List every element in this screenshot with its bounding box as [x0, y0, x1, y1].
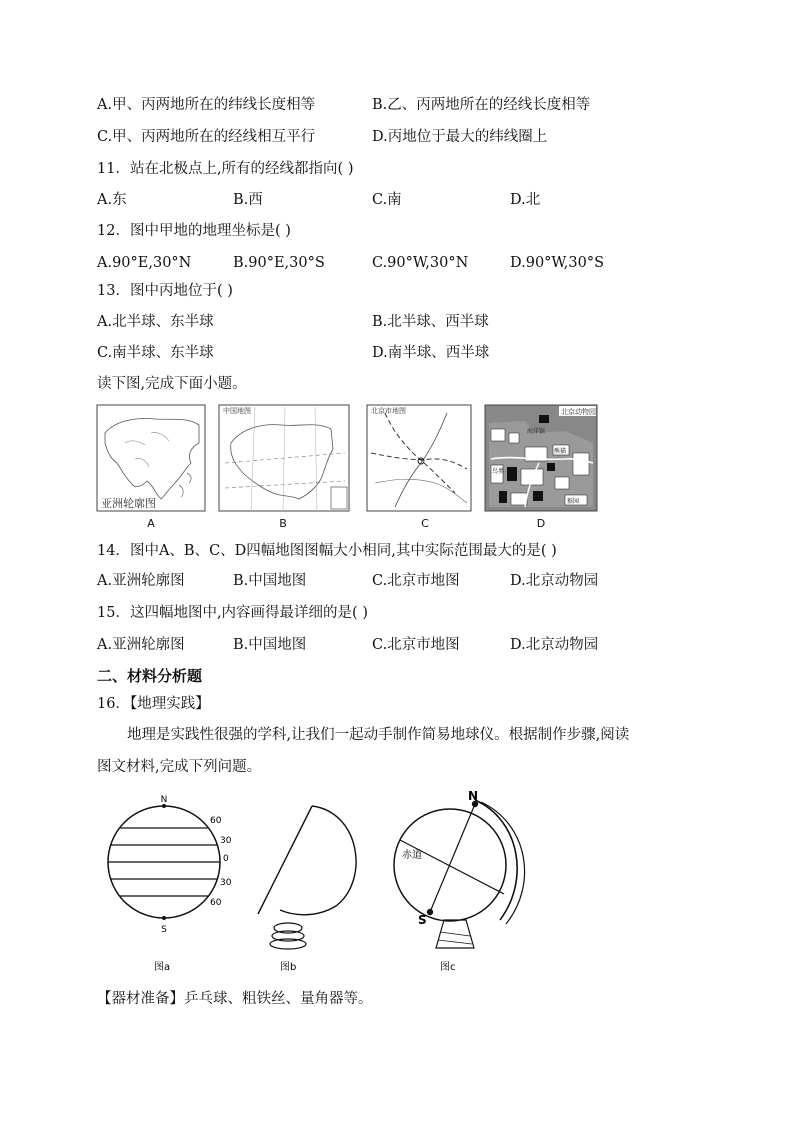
q15-option-c: C.北京市地图	[372, 637, 460, 653]
q13-stem: 13．图中丙地位于( )	[97, 283, 233, 299]
q11-option-b: B.西	[233, 192, 263, 208]
map-d-label-4: 猴园	[567, 498, 580, 505]
read-instruction: 读下图,完成下面小题。	[97, 376, 247, 392]
maps-figure	[95, 403, 615, 531]
q15-stem: 15．这四幅地图中,内容画得最详细的是( )	[97, 605, 368, 621]
map-c-title: 北京市地图	[371, 407, 406, 415]
q10-option-d: D.丙地位于最大的纬线圈上	[372, 129, 548, 145]
q10-option-b: B.乙、丙两地所在的经线长度相等	[372, 97, 591, 113]
map-b-title: 中国地图	[223, 407, 251, 415]
q14-option-a: A.亚洲轮廓图	[97, 573, 185, 589]
fig-a-lat-60s: 60	[210, 898, 222, 908]
map-d-title: 北京动物园	[561, 408, 596, 416]
fig-a-caption: 图a	[154, 962, 171, 973]
q14-option-d: D.北京动物园	[510, 573, 599, 589]
map-b	[219, 405, 349, 530]
q13-option-d: D.南半球、西半球	[372, 345, 490, 361]
q12-option-c: C.90°W,30°N	[372, 255, 469, 271]
map-c	[367, 405, 471, 530]
q12-stem: 12．图中甲地的地理坐标是( )	[97, 223, 291, 239]
map-d-caption: D	[536, 517, 546, 530]
fig-c-south: S	[418, 913, 427, 927]
map-c-caption: C	[421, 517, 429, 530]
q12-option-d: D.90°W,30°S	[510, 255, 605, 271]
q15-option-b: B.中国地图	[233, 637, 307, 653]
q16-paragraph-line1: 地理是实践性很强的学科,让我们一起动手制作简易地球仪。根据制作步骤,阅读	[127, 727, 630, 743]
q12-option-a: A.90°E,30°N	[97, 255, 192, 271]
q14-option-c: C.北京市地图	[372, 573, 460, 589]
map-a	[97, 405, 205, 530]
map-a-caption: A	[147, 517, 155, 530]
map-d-label-2: 熊猫	[554, 448, 567, 455]
map-d	[485, 405, 597, 530]
fig-c-north: N	[468, 790, 479, 803]
fig-a-lat-30s: 30	[220, 878, 232, 888]
figure-a	[108, 795, 232, 973]
fig-a-lat-60n: 60	[210, 816, 222, 826]
q11-stem: 11．站在北极点上,所有的经线都指向( )	[97, 161, 354, 177]
figure-b	[258, 806, 356, 973]
map-d-label-1: 海洋馆	[527, 428, 546, 435]
q10-option-c: C.甲、丙两地所在的经线相互平行	[97, 129, 316, 145]
globe-figures	[100, 790, 540, 980]
q11-option-c: C.南	[372, 192, 402, 208]
fig-c-caption: 图c	[440, 962, 456, 973]
q15-option-a: A.亚洲轮廓图	[97, 637, 185, 653]
fig-a-south: S	[161, 925, 167, 935]
q16-stem: 16．【地理实践】	[97, 696, 210, 712]
map-d-label-3: 鸟类	[492, 468, 505, 475]
fig-c-equator-label: 赤道	[402, 850, 422, 861]
q16-paragraph-line2: 图文材料,完成下列问题。	[97, 759, 262, 775]
q14-option-b: B.中国地图	[233, 573, 307, 589]
section-heading: 二、材料分析题	[97, 667, 203, 685]
q13-option-b: B.北半球、西半球	[372, 314, 489, 330]
q15-option-d: D.北京动物园	[510, 637, 599, 653]
q13-option-a: A.北半球、东半球	[97, 314, 214, 330]
map-a-title: 亚洲轮廓图	[101, 497, 156, 510]
fig-a-lat-30n: 30	[220, 836, 232, 846]
fig-a-lat-0: 0	[223, 854, 229, 864]
q14-stem: 14．图中A、B、C、D四幅地图图幅大小相同,其中实际范围最大的是( )	[97, 543, 557, 559]
q11-option-d: D.北	[510, 192, 541, 208]
fig-b-caption: 图b	[280, 962, 297, 973]
map-b-caption: B	[279, 517, 287, 530]
figure-c	[394, 790, 525, 973]
q10-option-a: A.甲、丙两地所在的纬线长度相等	[97, 97, 316, 113]
q11-option-a: A.东	[97, 192, 127, 208]
q12-option-b: B.90°E,30°S	[233, 255, 325, 271]
q13-option-c: C.南半球、东半球	[97, 345, 214, 361]
fig-a-north: N	[160, 795, 168, 805]
equipment-text: 【器材准备】乒乓球、粗铁丝、量角器等。	[97, 991, 373, 1007]
